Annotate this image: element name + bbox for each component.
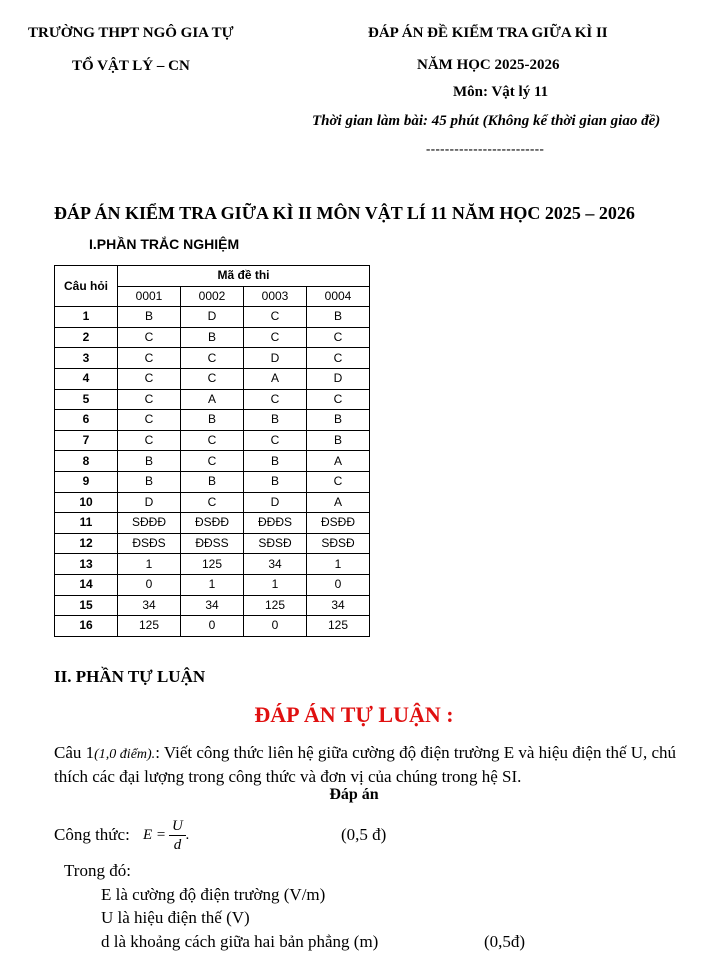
table-row <box>55 307 370 328</box>
where-label: Trong đó: <box>64 861 131 880</box>
answer-cell: 1 <box>118 554 181 575</box>
answer-cell: B <box>181 471 244 492</box>
answer-cell: 34 <box>181 595 244 616</box>
table-row <box>55 595 370 616</box>
answer-cell: B <box>118 471 181 492</box>
answer-cell: ĐĐSS <box>181 533 244 554</box>
question-header: Câu hỏi <box>55 266 118 307</box>
answer-cell: B <box>181 410 244 431</box>
answer-cell: A <box>307 451 370 472</box>
answer-cell: D <box>244 492 307 513</box>
answer-cell: 125 <box>307 616 370 637</box>
table-body <box>55 307 370 637</box>
answer-cell: 34 <box>307 595 370 616</box>
answer-cell: C <box>307 348 370 369</box>
answer-cell: D <box>118 492 181 513</box>
answer-cell: B <box>307 430 370 451</box>
essay-question-1 <box>54 742 694 788</box>
formula-lhs: E = <box>143 826 167 843</box>
question-number: 8 <box>55 451 118 472</box>
answer-cell: C <box>181 451 244 472</box>
answer-cell: SĐSĐ <box>244 533 307 554</box>
section2-title: II. PHẦN TỰ LUẬN <box>54 667 206 686</box>
answer-cell: A <box>181 389 244 410</box>
table-row <box>55 430 370 451</box>
question-number: 5 <box>55 389 118 410</box>
question-number: 16 <box>55 616 118 637</box>
code-header: Mã đề thi <box>118 266 370 287</box>
answer-cell: D <box>181 307 244 328</box>
question-number: 3 <box>55 348 118 369</box>
question-number: 11 <box>55 513 118 534</box>
formula <box>143 817 190 854</box>
answer-cell: A <box>307 492 370 513</box>
answer-cell: 0 <box>244 616 307 637</box>
table-header-row <box>55 266 370 287</box>
answer-cell: C <box>181 430 244 451</box>
department-name: TỔ VẬT LÝ – CN <box>72 58 190 74</box>
answer-cell: 0 <box>181 616 244 637</box>
answer-cell: C <box>307 471 370 492</box>
table-row <box>55 574 370 595</box>
answer-cell: B <box>118 307 181 328</box>
answer-cell: C <box>244 327 307 348</box>
answer-cell: C <box>181 348 244 369</box>
score-formula: (0,5 đ) <box>341 825 387 844</box>
code-cell: 0001 <box>118 286 181 307</box>
school-name: TRƯỜNG THPT NGÔ GIA TỰ <box>28 25 234 41</box>
question-number: 9 <box>55 471 118 492</box>
answer-cell: C <box>244 307 307 328</box>
answer-cell: C <box>244 430 307 451</box>
answer-cell: 1 <box>244 574 307 595</box>
table-row <box>55 410 370 431</box>
answer-cell: 34 <box>244 554 307 575</box>
table-row <box>55 368 370 389</box>
answer-cell: 34 <box>118 595 181 616</box>
question-text: : Viết công thức liên hệ giữa cường độ điện trường E và hiệu điện thế U, chú thích các đại lượng trong công thức và đơn vị của chúng trong hệ SI. <box>54 743 677 786</box>
answer-cell: B <box>181 327 244 348</box>
question-number: 15 <box>55 595 118 616</box>
answer-cell: ĐSĐĐ <box>307 513 370 534</box>
separator-dashes: ------------------------- <box>426 141 545 156</box>
answer-cell: B <box>307 307 370 328</box>
answer-cell: B <box>244 471 307 492</box>
table-row <box>55 327 370 348</box>
answer-cell: C <box>181 368 244 389</box>
answer-cell: C <box>118 389 181 410</box>
answer-cell: 1 <box>181 574 244 595</box>
subject-label: Môn: Vật lý 11 <box>453 84 549 100</box>
formula-label: Công thức: <box>54 825 130 844</box>
answer-cell: C <box>118 430 181 451</box>
answer-cell: 125 <box>181 554 244 575</box>
main-title: ĐÁP ÁN KIỂM TRA GIỮA KÌ II MÔN VẬT LÍ 11 NĂM HỌC 2025 – 2026 <box>54 203 635 223</box>
table-row <box>55 492 370 513</box>
answer-cell: B <box>244 451 307 472</box>
answer-cell: SĐĐĐ <box>118 513 181 534</box>
answer-cell: ĐSĐS <box>118 533 181 554</box>
table-row <box>55 513 370 534</box>
table-row <box>55 616 370 637</box>
answer-cell: A <box>244 368 307 389</box>
code-cell: 0002 <box>181 286 244 307</box>
answer-cell: D <box>307 368 370 389</box>
question-number: 4 <box>55 368 118 389</box>
answer-cell: C <box>244 389 307 410</box>
formula-fraction <box>169 817 186 854</box>
table-row <box>55 389 370 410</box>
definition-e: E là cường độ điện trường (V/m) <box>101 885 326 904</box>
code-cell: 0003 <box>244 286 307 307</box>
question-number: 14 <box>55 574 118 595</box>
answer-cell: C <box>118 410 181 431</box>
answer-cell: B <box>244 410 307 431</box>
question-prefix: Câu 1 <box>54 743 95 762</box>
answer-label: Đáp án <box>329 786 379 803</box>
question-number: 12 <box>55 533 118 554</box>
answer-cell: D <box>244 348 307 369</box>
answer-cell: ĐĐĐS <box>244 513 307 534</box>
essay-heading: ĐÁP ÁN TỰ LUẬN : <box>254 702 454 727</box>
answer-cell: 125 <box>118 616 181 637</box>
question-number: 10 <box>55 492 118 513</box>
score-definitions: (0,5đ) <box>484 932 526 951</box>
formula-end: . <box>185 826 190 843</box>
answer-cell: C <box>118 368 181 389</box>
school-year: NĂM HỌC 2025-2026 <box>417 57 560 73</box>
section1-title: I.PHẦN TRẮC NGHIỆM <box>89 236 240 252</box>
table-row <box>55 471 370 492</box>
table-row <box>55 348 370 369</box>
answer-cell: C <box>307 389 370 410</box>
answer-cell: C <box>118 348 181 369</box>
question-number: 7 <box>55 430 118 451</box>
table-row <box>55 533 370 554</box>
question-number: 13 <box>55 554 118 575</box>
table-row <box>55 554 370 575</box>
question-number: 6 <box>55 410 118 431</box>
table-row <box>55 451 370 472</box>
answer-cell: 0 <box>307 574 370 595</box>
definition-u: U là hiệu điện thế (V) <box>101 908 250 927</box>
answer-cell: 0 <box>118 574 181 595</box>
answer-table <box>54 265 370 637</box>
answer-cell: C <box>181 492 244 513</box>
answer-cell: 1 <box>307 554 370 575</box>
answer-cell: C <box>118 327 181 348</box>
formula-numerator: U <box>169 817 186 836</box>
exam-title: ĐÁP ÁN ĐỀ KIỂM TRA GIỮA KÌ II <box>368 25 608 41</box>
question-points: (1,0 điểm). <box>94 747 156 762</box>
answer-cell: ĐSĐĐ <box>181 513 244 534</box>
answer-cell: C <box>307 327 370 348</box>
definition-d: d là khoảng cách giữa hai bản phẳng (m) <box>101 932 379 951</box>
answer-cell: 125 <box>244 595 307 616</box>
code-cell: 0004 <box>307 286 370 307</box>
answer-cell: B <box>118 451 181 472</box>
question-number: 2 <box>55 327 118 348</box>
time-label: Thời gian làm bài: 45 phút (Không kể thời gian giao đề) <box>312 113 661 129</box>
answer-cell: B <box>307 410 370 431</box>
question-number: 1 <box>55 307 118 328</box>
formula-denominator: d <box>173 837 182 853</box>
answer-cell: SĐSĐ <box>307 533 370 554</box>
